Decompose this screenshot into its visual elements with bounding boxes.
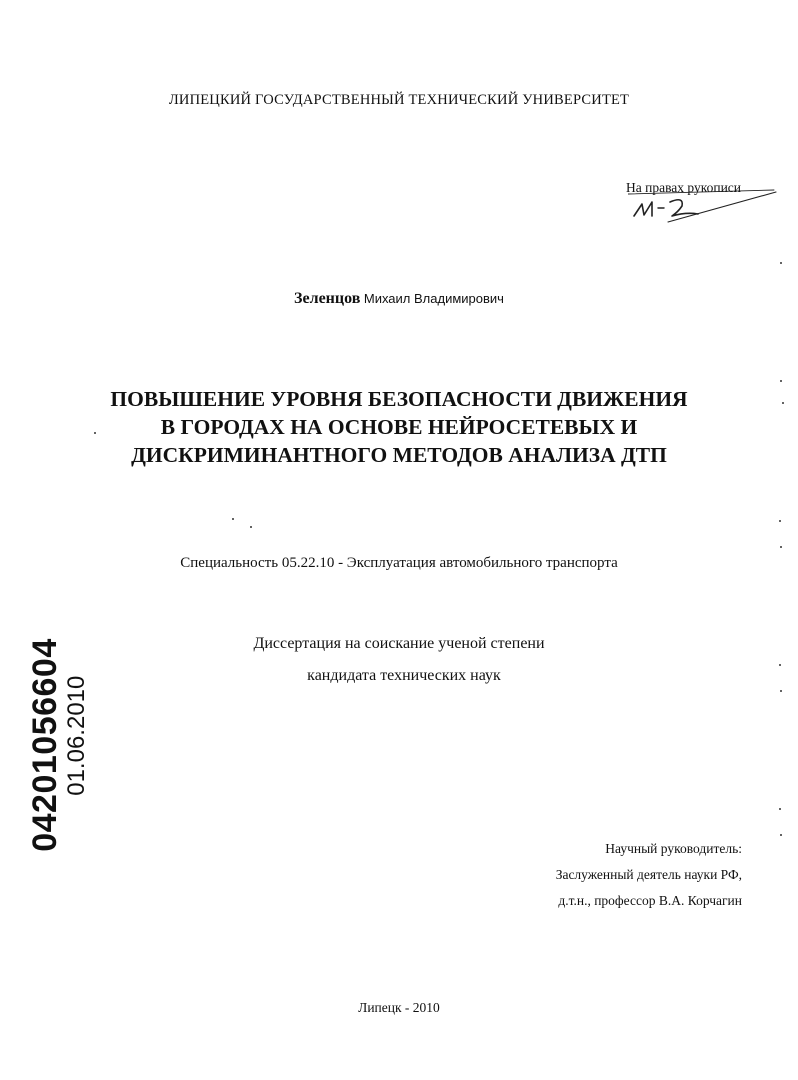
scan-speck	[232, 518, 234, 520]
thesis-degree-line: кандидата технических наук	[307, 667, 501, 684]
handwritten-signature	[628, 186, 778, 226]
stamp-date: 01.06.2010	[63, 675, 90, 796]
title-line: В ГОРОДАХ НА ОСНОВЕ НЕЙРОСЕТЕВЫХ И	[160, 415, 638, 439]
university-name: ЛИПЕЦКИЙ ГОСУДАРСТВЕННЫЙ ТЕХНИЧЕСКИЙ УНИВЕРСИТЕТ	[168, 92, 630, 108]
scan-speck	[780, 380, 782, 382]
scan-speck	[780, 690, 782, 692]
scan-speck	[782, 402, 784, 404]
thesis-degree	[0, 628, 798, 692]
author-name	[0, 290, 798, 308]
scan-speck	[779, 808, 781, 810]
manuscript-rights-label: На правах рукописи	[626, 180, 742, 195]
scan-speck	[250, 526, 252, 528]
author-given-names: Михаил Владимирович	[363, 291, 504, 306]
title-line: ДИСКРИМИНАНТНОГО МЕТОДОВ АНАЛИЗА ДТП	[131, 443, 667, 467]
supervisor-line: Заслуженный деятель науки РФ,	[555, 867, 742, 882]
supervisor-line: Научный руководитель:	[605, 841, 742, 856]
author-surname: Зеленцов	[294, 290, 361, 307]
scientific-supervisor	[556, 836, 742, 914]
scan-speck	[780, 262, 782, 264]
scan-speck	[780, 834, 782, 836]
supervisor-line: д.т.н., профессор В.А. Корчагин	[558, 893, 742, 908]
scan-speck	[779, 664, 781, 666]
title-line: ПОВЫШЕНИЕ УРОВНЯ БЕЗОПАСНОСТИ ДВИЖЕНИЯ	[110, 387, 688, 411]
scan-speck	[779, 520, 781, 522]
thesis-title	[0, 385, 798, 469]
specialty-line: Специальность 05.22.10 - Эксплуатация автомобильного транспорта	[180, 555, 618, 571]
thesis-degree-line: Диссертация на соискание ученой степени	[253, 635, 545, 652]
scan-speck	[94, 432, 96, 434]
scan-speck	[780, 546, 782, 548]
stamp-number: 04201056604	[26, 638, 64, 852]
city-year: Липецк - 2010	[358, 1000, 440, 1015]
library-stamp	[18, 630, 98, 860]
